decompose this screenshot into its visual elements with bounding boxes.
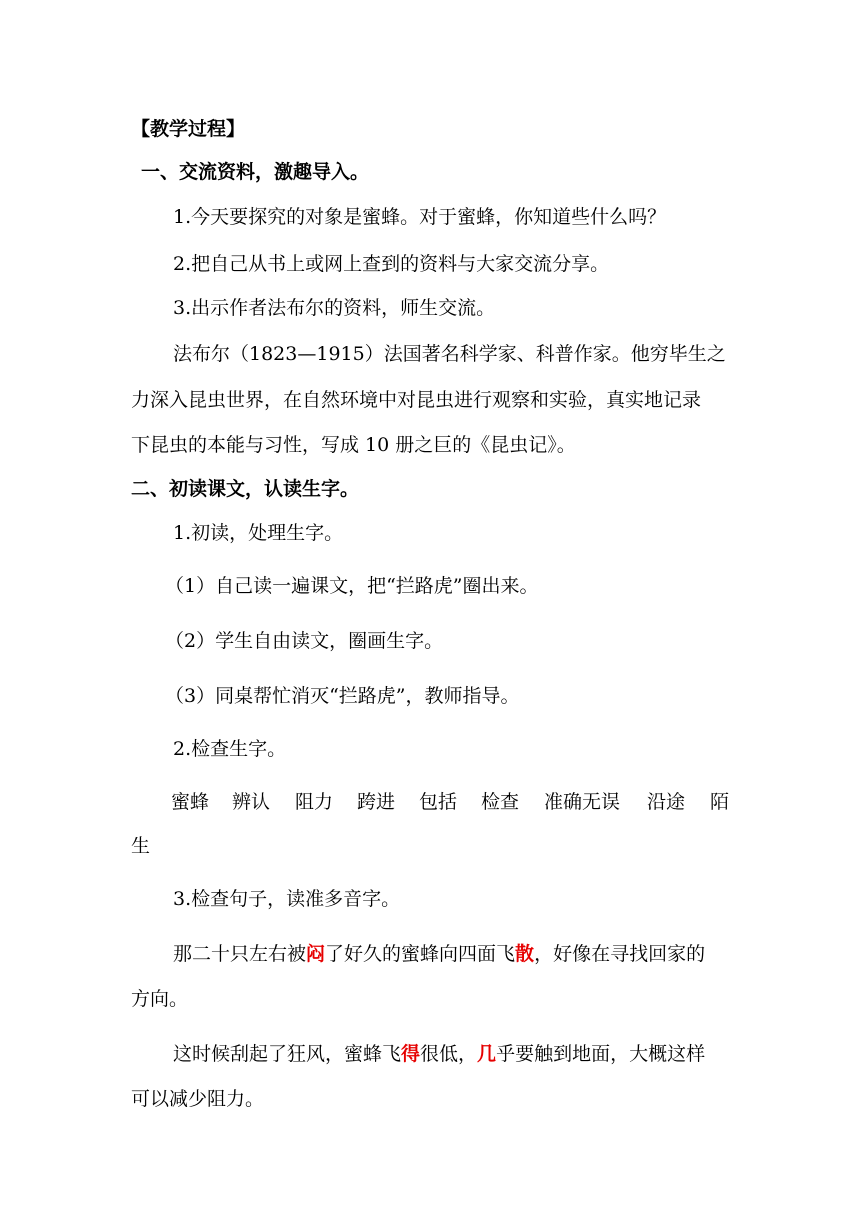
vocab-word: 准确无误: [544, 791, 621, 813]
section-2-item-1: 1.初读，处理生字。: [173, 522, 344, 544]
sentence-2-line-2: 可以减少阻力。: [131, 1088, 265, 1110]
vocab-word: 蜜蜂: [171, 791, 210, 813]
polyphone-highlight: 得: [401, 1043, 421, 1065]
sentence-text: 了好久的蜜蜂向四面飞: [325, 943, 516, 965]
teaching-process-heading: 【教学过程】: [131, 118, 246, 140]
vocab-word: 包括: [419, 791, 458, 813]
author-bio-line-2: 力深入昆虫世界，在自然环境中对昆虫进行观察和实验，真实地记录: [131, 389, 702, 411]
section-1-title: 一、交流资料，激趣导入。: [141, 161, 370, 183]
vocab-word: 沿途: [647, 791, 686, 813]
polyphone-highlight: 几: [477, 1043, 497, 1065]
sentence-2-line-1: [173, 1042, 705, 1066]
vocab-word-wrap: 生: [131, 835, 151, 857]
sentence-text: ，好像在寻找回家的: [534, 943, 706, 965]
author-bio-line-3: 下昆虫的本能与习性，写成 10 册之巨的《昆虫记》。: [131, 434, 576, 456]
sentence-1-line-2: 方向。: [131, 988, 189, 1010]
section-1-item-2: 2.把自己从书上或网上查到的资料与大家交流分享。: [173, 253, 610, 275]
vocab-word: 检查: [481, 791, 520, 813]
section-1-item-3: 3.出示作者法布尔的资料，师生交流。: [173, 297, 496, 319]
section-1-item-1: 1.今天要探究的对象是蜜蜂。对于蜜蜂，你知道些什么吗？: [173, 206, 667, 228]
polyphone-highlight: 散: [515, 943, 535, 965]
polyphone-highlight: 闷: [306, 943, 326, 965]
vocab-word-list: [171, 790, 731, 814]
section-2-title: 二、初读课文，认读生字。: [131, 478, 360, 500]
section-2-item-3: 3.检查句子，读准多音字。: [173, 888, 401, 910]
vocab-word: 阻力: [295, 791, 334, 813]
section-2-item-2: 2.检查生字。: [173, 738, 287, 760]
sentence-text: 很低，: [420, 1043, 478, 1065]
author-bio-line-1: 法布尔（1823—1915）法国著名科学家、科普作家。他穷毕生之: [173, 343, 726, 365]
sentence-text: 乎要触到地面，大概这样: [496, 1043, 706, 1065]
vocab-word: 跨进: [357, 791, 396, 813]
vocab-word: 陌: [710, 791, 730, 813]
sentence-text: 那二十只左右被: [173, 943, 307, 965]
sub-item-2: （2）学生自由读文，圈画生字。: [165, 630, 444, 652]
vocab-word: 辨认: [232, 791, 271, 813]
sub-item-3: （3）同桌帮忙消灭“拦路虎”，教师指导。: [165, 685, 520, 707]
sentence-1-line-1: [173, 942, 705, 966]
sentence-text: 这时候刮起了狂风，蜜蜂飞: [173, 1043, 402, 1065]
sub-item-1: （1）自己读一遍课文，把“拦路虎”圈出来。: [165, 575, 539, 597]
